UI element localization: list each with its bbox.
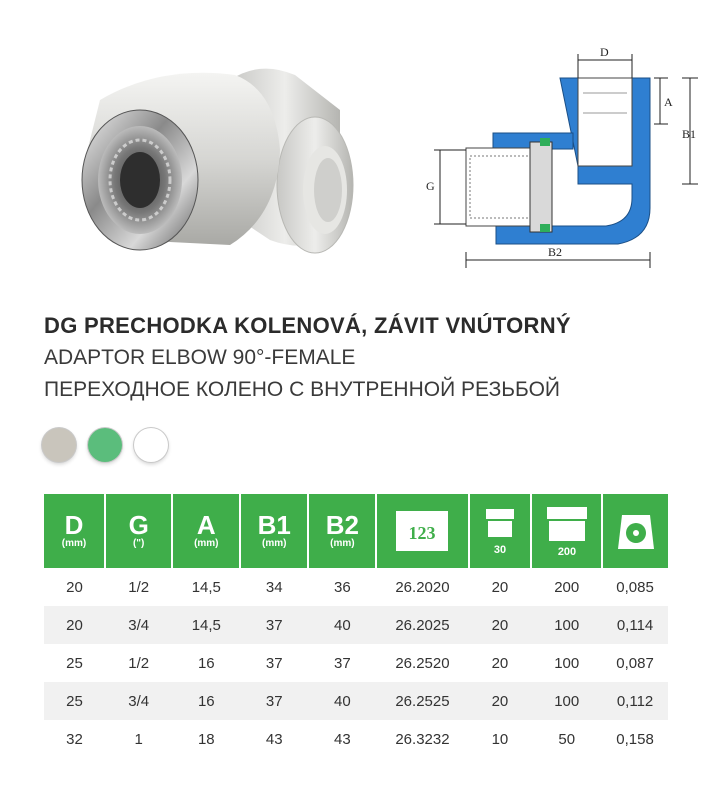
scale-icon bbox=[614, 509, 658, 553]
swatch-white bbox=[134, 428, 168, 462]
product-title-sk: DG PRECHODKA KOLENOVÁ, ZÁVIT VNÚTORNÝ bbox=[44, 313, 571, 338]
cell-g: 1/2 bbox=[105, 568, 172, 606]
cell-weight: 0,112 bbox=[602, 682, 668, 720]
header-a: A (mm) bbox=[172, 494, 240, 568]
table-row bbox=[44, 720, 668, 758]
label-b1: B1 bbox=[682, 127, 697, 141]
header-small-box bbox=[469, 494, 532, 568]
header-large-box bbox=[531, 494, 602, 568]
cell-weight: 0,114 bbox=[602, 606, 668, 644]
product-title-en: ADAPTOR ELBOW 90°-FEMALE bbox=[44, 346, 356, 369]
code-icon bbox=[394, 509, 450, 553]
cell-qty-small: 10 bbox=[469, 720, 532, 758]
header-b2: B2 (mm) bbox=[308, 494, 376, 568]
table-row bbox=[44, 606, 668, 644]
cell-g: 3/4 bbox=[105, 606, 172, 644]
cell-qty-large: 200 bbox=[531, 568, 602, 606]
label-a: A bbox=[664, 95, 673, 109]
cell-b1: 37 bbox=[240, 682, 308, 720]
cell-d: 20 bbox=[44, 568, 105, 606]
header-weight bbox=[602, 494, 668, 568]
cell-qty-large: 100 bbox=[531, 644, 602, 682]
cell-weight: 0,158 bbox=[602, 720, 668, 758]
svg-text:200: 200 bbox=[557, 546, 576, 558]
table-row bbox=[44, 568, 668, 606]
swatch-green bbox=[88, 428, 122, 462]
cell-g: 3/4 bbox=[105, 682, 172, 720]
cell-weight: 0,087 bbox=[602, 644, 668, 682]
cell-b2: 37 bbox=[308, 644, 376, 682]
cell-d: 32 bbox=[44, 720, 105, 758]
cell-qty-large: 50 bbox=[531, 720, 602, 758]
cell-d: 25 bbox=[44, 682, 105, 720]
label-d: D bbox=[600, 45, 609, 59]
cell-b1: 34 bbox=[240, 568, 308, 606]
cell-qty-small: 20 bbox=[469, 568, 532, 606]
product-title-ru: ПЕРЕХОДНОЕ КОЛЕНО С ВНУТРЕННОЙ РЕЗЬБОЙ bbox=[44, 378, 561, 401]
product-photo bbox=[40, 40, 380, 280]
spec-table bbox=[44, 494, 668, 758]
cell-b1: 37 bbox=[240, 644, 308, 682]
svg-text:123: 123 bbox=[408, 523, 436, 543]
cell-qty-large: 100 bbox=[531, 682, 602, 720]
header-g: G (") bbox=[105, 494, 172, 568]
cell-code: 26.3232 bbox=[376, 720, 468, 758]
label-g: G bbox=[426, 179, 435, 193]
cell-d: 20 bbox=[44, 606, 105, 644]
cell-qty-small: 20 bbox=[469, 644, 532, 682]
cell-g: 1 bbox=[105, 720, 172, 758]
cell-qty-small: 20 bbox=[469, 682, 532, 720]
table-header-row bbox=[44, 494, 668, 568]
dimension-diagram bbox=[418, 38, 703, 278]
label-b2: B2 bbox=[548, 245, 563, 259]
cell-code: 26.2020 bbox=[376, 568, 468, 606]
header-b1: B1 (mm) bbox=[240, 494, 308, 568]
small-box-icon bbox=[480, 505, 520, 557]
cell-b2: 40 bbox=[308, 682, 376, 720]
cell-a: 14,5 bbox=[172, 606, 240, 644]
table-row bbox=[44, 644, 668, 682]
header-code bbox=[376, 494, 468, 568]
table-row bbox=[44, 682, 668, 720]
cell-qty-large: 100 bbox=[531, 606, 602, 644]
header-d: D (mm) bbox=[44, 494, 105, 568]
cell-code: 26.2025 bbox=[376, 606, 468, 644]
cell-b1: 37 bbox=[240, 606, 308, 644]
cell-code: 26.2520 bbox=[376, 644, 468, 682]
cell-d: 25 bbox=[44, 644, 105, 682]
cell-a: 16 bbox=[172, 682, 240, 720]
cell-weight: 0,085 bbox=[602, 568, 668, 606]
swatch-grey bbox=[42, 428, 76, 462]
cell-a: 18 bbox=[172, 720, 240, 758]
cell-g: 1/2 bbox=[105, 644, 172, 682]
cell-code: 26.2525 bbox=[376, 682, 468, 720]
cell-a: 14,5 bbox=[172, 568, 240, 606]
large-box-icon bbox=[543, 503, 591, 559]
cell-b1: 43 bbox=[240, 720, 308, 758]
cell-b2: 36 bbox=[308, 568, 376, 606]
cell-qty-small: 20 bbox=[469, 606, 532, 644]
svg-text:30: 30 bbox=[493, 544, 507, 556]
cell-b2: 43 bbox=[308, 720, 376, 758]
cell-b2: 40 bbox=[308, 606, 376, 644]
cell-a: 16 bbox=[172, 644, 240, 682]
